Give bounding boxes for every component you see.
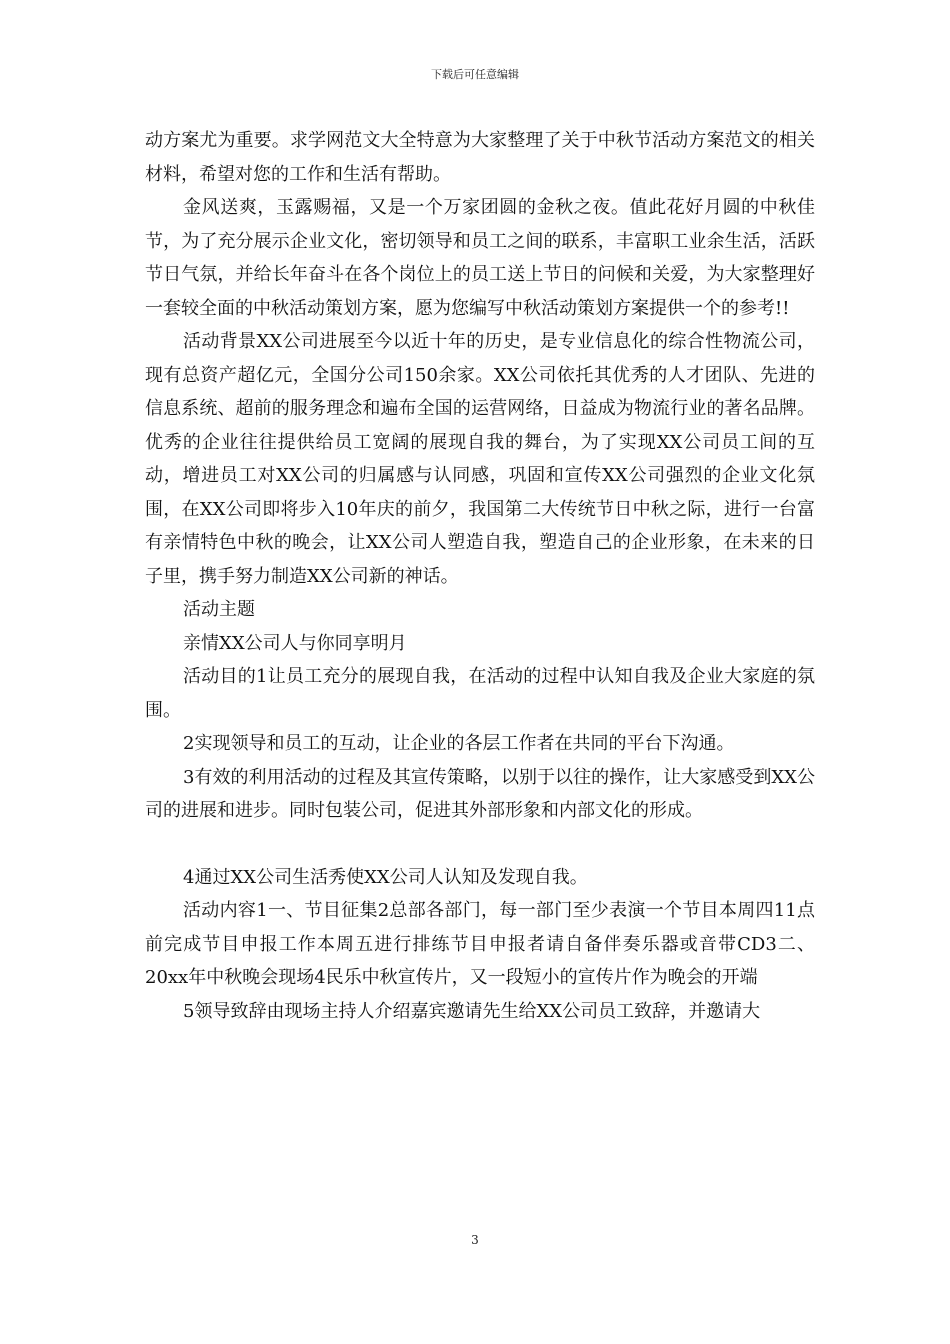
paragraph: 金风送爽，玉露赐福，又是一个万家团圆的金秋之夜。值此花好月圆的中秋佳节，为了充分展示企业文化，密切领导和员工之间的联系，丰富职工业余生活，活跃节日气氛，并给长年奋斗在各个岗位上的员工送上节日的问候和关爱，为大家整理好一套较全面的中秋活动策划方案，愿为您编写中秋活动策划方案提供一个的参考!! bbox=[145, 197, 815, 319]
page-number: 3 bbox=[471, 1233, 479, 1247]
paragraph: 3有效的利用活动的过程及其宣传策略，以别于以往的操作，让大家感受到XX公司的进展和进步。同时包装公司，促进其外部形象和内部文化的形成。 bbox=[145, 766, 815, 821]
paragraph: 活动主题 bbox=[183, 599, 255, 620]
paragraph: 活动背景XX公司进展至今以近十年的历史，是专业信息化的综合性物流公司，现有总资产超亿元，全国分公司150余家。XX公司依托其优秀的人才团队、先进的信息系统、超前的服务理念和遍布全国的运营网络，日益成为物流行业的著名品牌。优秀的企业往往提供给员工宽阔的展现自我的舞台，为了实现XX公司员工间的互动，增进员工对XX公司的归属感与认同感，巩固和宣传XX公司强烈的企业文化氛围，在XX公司即将步入10年庆的前夕，我国第二大传统节日中秋之际，进行一台富有亲情特色中秋的晚会，让XX公司人塑造自我，塑造自己的企业形象，在未来的日子里，携手努力制造XX公司新的神话。 bbox=[145, 331, 815, 587]
paragraph: 亲情XX公司人与你同享明月 bbox=[183, 632, 407, 654]
paragraph: 2实现领导和员工的互动，让企业的各层工作者在共同的平台下沟通。 bbox=[183, 733, 735, 754]
document-body bbox=[145, 124, 815, 1028]
paragraph: 活动内容1一、节目征集2总部各部门，每一部门至少表演一个节目本周四11点前完成节目申报工作本周五进行排练节目申报者请自备伴奏乐器或音带CD3二、20xx年中秋晚会现场4民乐中秋宣传片，又一段短小的宣传片作为晚会的开端 bbox=[145, 900, 815, 988]
paragraph: 活动目的1让员工充分的展现自我，在活动的过程中认知自我及企业大家庭的氛围。 bbox=[145, 666, 815, 721]
page-header: 下载后可任意编辑 bbox=[431, 68, 519, 81]
paragraph: 动方案尤为重要。求学网范文大全特意为大家整理了关于中秋节活动方案范文的相关材料，希望对您的工作和生活有帮助。 bbox=[145, 130, 815, 185]
paragraph: 5领导致辞由现场主持人介绍嘉宾邀请先生给XX公司员工致辞，并邀请大 bbox=[183, 1000, 761, 1022]
paragraph: 4通过XX公司生活秀使XX公司人认知及发现自我。 bbox=[183, 866, 588, 888]
